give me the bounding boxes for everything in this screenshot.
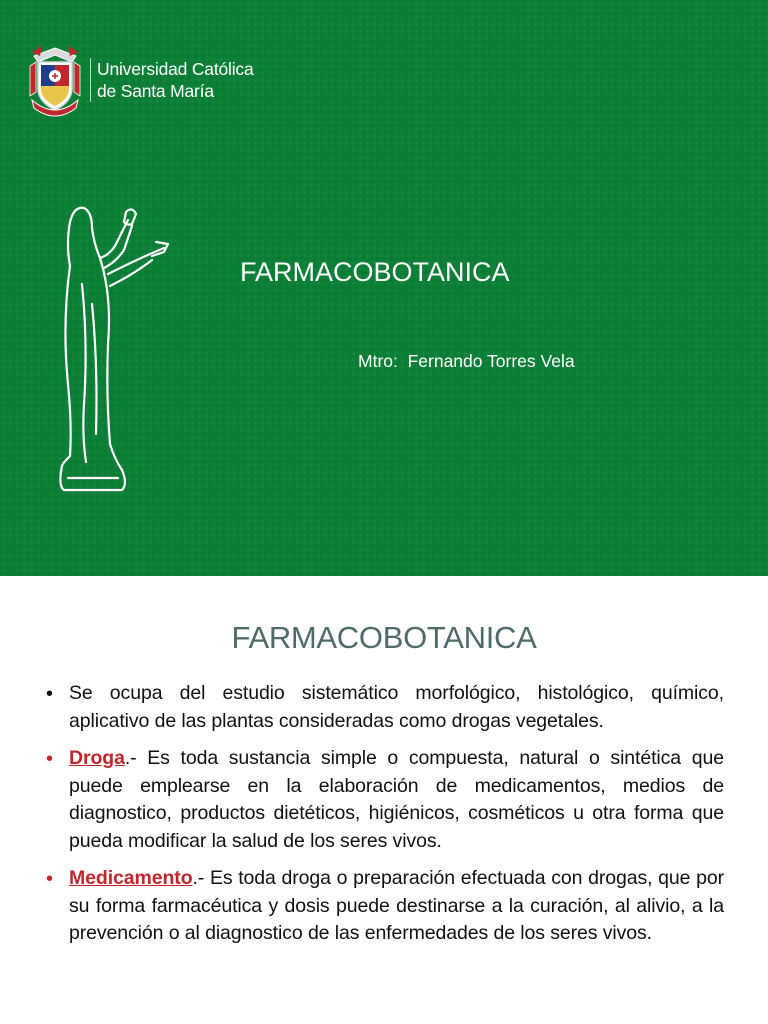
term-medicamento: Medicamento — [69, 867, 193, 889]
bullet-icon: • — [46, 868, 54, 890]
virgin-statue-icon — [52, 204, 174, 496]
university-name — [97, 58, 254, 102]
item-description: .- Es toda droga o preparación efectuada con drogas, que por su forma farmacéutica y dosis puede destinarse a la curación, al alivio, a la prevención o al diagnostico de las enfermedades de los seres vivos. — [69, 867, 724, 944]
logo-divider — [90, 58, 91, 102]
list-item — [44, 745, 724, 855]
item-text — [69, 745, 724, 855]
item-text — [69, 865, 724, 948]
content-slide — [0, 576, 768, 1024]
author-line: Mtro: Fernando Torres Vela — [358, 351, 575, 371]
item-description: .- Es toda sustancia simple o compuesta, natural o sintética que puede emplearse en la elaboración de medicamentos, medios de diagnostico, productos dietéticos, higiénicos, cosméticos u otra forma que pueda modificar la salud de los seres vivos. — [69, 747, 724, 852]
presentation-title: FARMACOBOTANICA — [240, 257, 510, 287]
term-droga: Droga — [69, 747, 125, 769]
list-item — [44, 865, 724, 948]
university-name-line1: Universidad Católica — [97, 59, 254, 79]
bullet-icon: • — [46, 683, 54, 705]
university-name-line2: de Santa María — [97, 81, 214, 101]
bullet-icon: • — [46, 748, 54, 770]
list-item — [44, 680, 724, 735]
item-text — [69, 680, 724, 735]
item-description: Se ocupa del estudio sistemático morfológico, histológico, químico, aplicativo de las plantas consideradas como drogas vegetales. — [69, 682, 724, 732]
bullet-list — [44, 680, 724, 958]
slide-title: FARMACOBOTANICA — [231, 620, 537, 655]
university-crest-icon — [28, 42, 82, 118]
